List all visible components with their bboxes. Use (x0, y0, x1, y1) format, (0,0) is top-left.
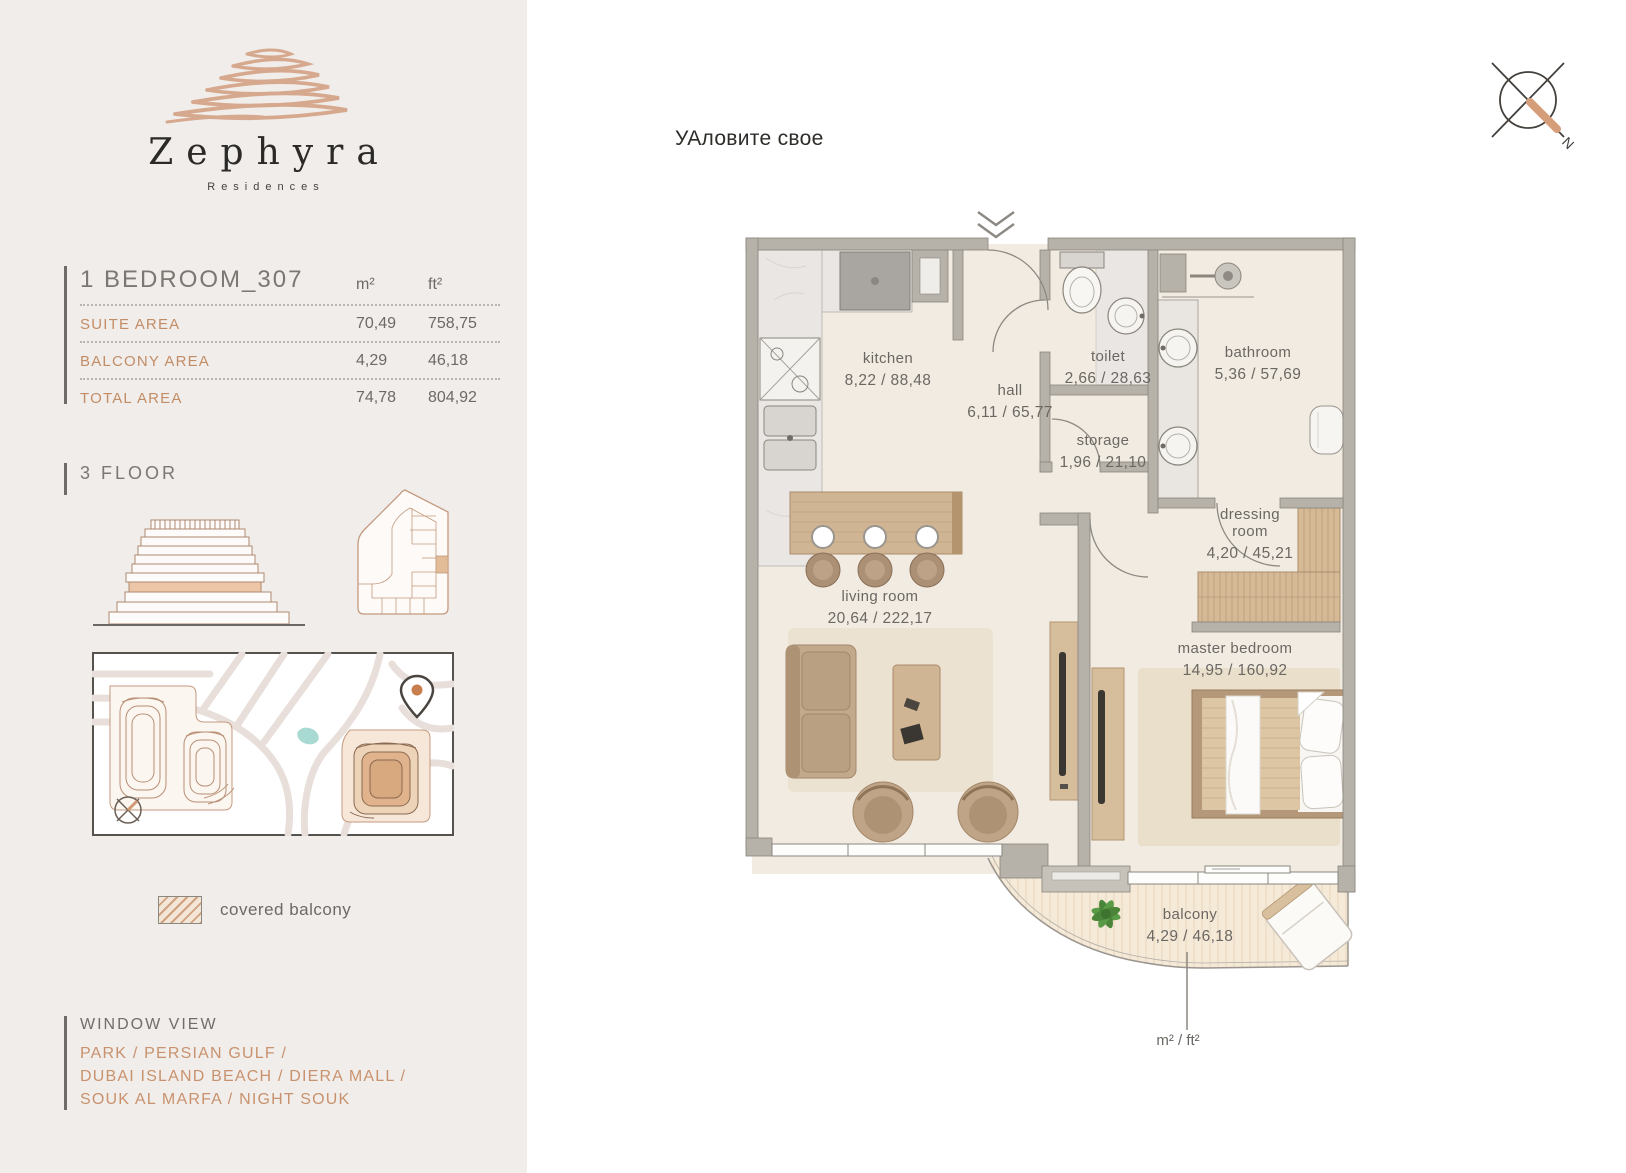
legend-label: covered balcony (220, 900, 352, 919)
unit-title: 1 BEDROOM_307 (80, 266, 304, 293)
row-m2: 70,49 (356, 315, 397, 332)
room-label-storage: storage 1,96 / 21,10 (1059, 432, 1147, 471)
wc (1063, 267, 1101, 313)
window-view-accent-bar (64, 1016, 67, 1110)
sink (1108, 298, 1144, 334)
row-label: BALCONY AREA (80, 352, 211, 370)
units-note: m² / ft² (1156, 1032, 1200, 1049)
hatch-swatch (158, 896, 202, 924)
logo-subtitle: Residences (207, 181, 325, 193)
building-elevation (93, 516, 305, 630)
sofa (786, 645, 856, 778)
room-label-bathroom: bathroom 5,36 / 57,69 (1214, 344, 1302, 383)
row-label: SUITE AREA (80, 315, 181, 333)
window-view-line: PARK / PERSIAN GULF / (80, 1045, 288, 1062)
bar-stools (806, 553, 944, 587)
room-label-kitchen: kitchen 8,22 / 88,48 (844, 350, 932, 389)
room-label-hall: hall 6,11 / 65,77 (967, 382, 1053, 421)
logo-swirl-icon (163, 44, 363, 130)
armchair (853, 782, 913, 842)
row-m2: 4,29 (356, 352, 388, 369)
stove (760, 338, 820, 400)
window-view-line: SOUK AL MARFA / NIGHT SOUK (80, 1091, 351, 1108)
table-row-total (80, 380, 500, 415)
tv-console-bedroom (1092, 668, 1124, 840)
highlighted-floor (129, 582, 261, 592)
row-ft2: 46,18 (428, 352, 469, 369)
table-row-suite (80, 306, 500, 343)
room-label-dressing-room: dressing room 4,20 / 45,21 (1206, 506, 1294, 562)
kitchen-island (790, 492, 962, 587)
row-ft2: 758,75 (428, 315, 477, 332)
row-m2: 74,78 (356, 389, 397, 406)
highlighted-unit (436, 556, 448, 573)
table-row-balcony (80, 343, 500, 380)
room-label-balcony: balcony 4,29 / 46,18 (1146, 906, 1234, 945)
legend-covered-balcony (158, 896, 351, 924)
tv-console-living (1050, 622, 1078, 800)
page-tagline: УАловите свое (675, 127, 824, 150)
floor-keyplan (352, 486, 454, 620)
room-label-master-bedroom: master bedroom 14,95 / 160,92 (1177, 640, 1293, 679)
compass-n-label: N (1559, 133, 1578, 153)
floor-label: 3 FLOOR (80, 463, 179, 483)
coffee-table (893, 665, 940, 760)
row-label: TOTAL AREA (80, 389, 183, 407)
room-label-toilet: toilet 2,66 / 28,63 (1064, 348, 1152, 387)
sidebar (0, 0, 527, 1173)
logo-name: Zephyra (148, 132, 391, 173)
window-view-line: DUBAI ISLAND BEACH / DIERA MALL / (80, 1068, 407, 1085)
entry-chevron-icon (978, 212, 1014, 237)
window-view-title: WINDOW VIEW (80, 1016, 218, 1033)
col-header-m2: m² (356, 276, 375, 293)
north-compass-icon (1482, 52, 1592, 158)
map-building-cluster-right (342, 730, 430, 822)
floor-plan (740, 200, 1365, 1060)
col-header-ft2: ft² (428, 276, 443, 293)
armchair (958, 782, 1018, 842)
wc (1310, 406, 1343, 454)
logo (103, 44, 423, 193)
bed (1192, 690, 1348, 818)
table-accent-bar (64, 266, 67, 404)
table-header-row (80, 266, 500, 306)
unit-area-table (80, 266, 500, 415)
pillow (1300, 755, 1344, 810)
location-map (92, 652, 454, 836)
window-view (80, 1016, 520, 1111)
floor-accent-bar (64, 463, 67, 495)
room-label-living-room: living room 20,64 / 222,17 (827, 588, 933, 627)
row-ft2: 804,92 (428, 389, 477, 406)
